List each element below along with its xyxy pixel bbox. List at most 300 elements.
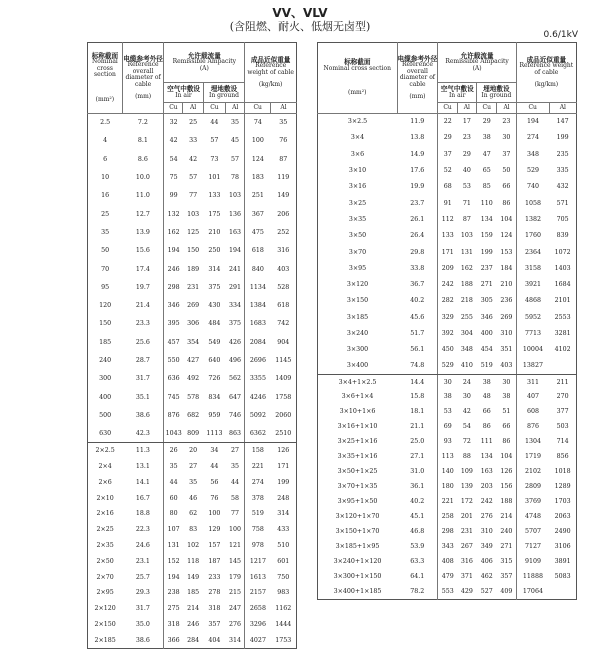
- table-cell: 403: [277, 265, 290, 273]
- table-cell: 110: [480, 199, 493, 207]
- table-cell: 140: [441, 468, 454, 476]
- table-cell: 65: [482, 167, 491, 175]
- table-cell: 11.0: [122, 187, 164, 205]
- table-cell: 80: [169, 510, 178, 518]
- table-row: [88, 474, 297, 490]
- table-cell: 12.7: [122, 205, 164, 223]
- table-row: [318, 260, 577, 276]
- table-cell: 839: [556, 232, 569, 240]
- table-cell: 163: [480, 468, 493, 476]
- table-cell: 30: [497, 374, 516, 389]
- table-cell: 2×4: [98, 463, 112, 471]
- table-cell: 85: [482, 183, 491, 191]
- table-cell: 1043: [165, 429, 182, 437]
- table-cell: 25.0: [397, 434, 438, 449]
- table-cell: 231: [187, 283, 200, 291]
- table-cell: 104: [497, 449, 516, 464]
- table-cell: 3×35: [348, 215, 367, 223]
- table-row: [88, 569, 297, 585]
- table-row: [88, 187, 297, 205]
- table-cell: 2084: [249, 338, 266, 346]
- table-cell: 282: [441, 297, 454, 305]
- table-cell: 267: [460, 543, 473, 551]
- table-cell: 529: [526, 167, 539, 175]
- table-cell: 209: [441, 264, 454, 272]
- table-cell: 36.7: [397, 276, 438, 292]
- table-cell: 3769: [524, 498, 541, 506]
- table-cell: 19.7: [122, 278, 164, 296]
- table-cell: 242: [441, 281, 454, 289]
- table-row: [88, 425, 297, 443]
- table-cell: 194: [526, 118, 539, 126]
- table-cell: 33: [189, 137, 198, 145]
- table-cell: 17.4: [122, 260, 164, 278]
- table-cell: 316: [460, 558, 473, 566]
- table-cell: 131: [460, 248, 473, 256]
- header-in-air: 空气中敷设 In air: [438, 83, 477, 103]
- table-cell: 35.0: [122, 617, 164, 633]
- table-cell: 3158: [524, 264, 541, 272]
- table-row: [88, 278, 297, 296]
- table-row: [88, 553, 297, 569]
- table-cell: 2×6: [98, 478, 112, 486]
- table-cell: 125: [187, 228, 200, 236]
- table-cell: 298: [167, 283, 180, 291]
- table-cell: 750: [277, 573, 290, 581]
- table-cell: 876: [167, 411, 180, 419]
- table-cell: 30: [438, 374, 457, 389]
- table-cell: 375: [226, 315, 245, 333]
- table-cell: 3×300: [346, 346, 369, 354]
- table-cell: 3×10: [348, 167, 367, 175]
- table-row: [318, 509, 577, 524]
- table-cell: 3×6+1×4: [341, 393, 374, 401]
- table-cell: 34: [203, 443, 225, 459]
- table-row: [318, 211, 577, 227]
- table-row: [318, 114, 577, 130]
- table-cell: 2696: [249, 357, 266, 364]
- header-al: Al: [183, 103, 203, 114]
- table-cell: 240: [99, 357, 112, 364]
- table-cell: 136: [226, 205, 245, 223]
- table-cell: 8.1: [122, 132, 164, 150]
- table-cell: 44: [210, 119, 219, 127]
- table-cell: 23.7: [397, 195, 438, 211]
- table-cell: 314: [208, 265, 221, 273]
- table-cell: 74.8: [397, 358, 438, 374]
- header-weight: 成品近似重量 Reference weight of cable (kg/km): [516, 43, 576, 103]
- table-cell: 8.6: [122, 150, 164, 168]
- table-cell: 30: [497, 130, 516, 146]
- table-cell: 48: [482, 393, 491, 401]
- table-cell: 35: [169, 463, 178, 471]
- table-cell: 44: [169, 478, 178, 486]
- table-row: [88, 333, 297, 351]
- table-row: [318, 309, 577, 325]
- table-cell: 171: [441, 248, 454, 256]
- table-cell: 63.3: [397, 554, 438, 569]
- table-cell: 578: [187, 393, 200, 401]
- header-in-ground: 埋地敷设 In ground: [203, 83, 245, 103]
- table-cell: 2060: [275, 411, 292, 419]
- table-row: [88, 370, 297, 388]
- table-row: [318, 434, 577, 449]
- table-cell: 156: [497, 479, 516, 494]
- table-cell: 53: [443, 408, 452, 416]
- table-cell: 528: [277, 283, 290, 291]
- table-cell: 348: [460, 346, 473, 354]
- table-cell: 14.9: [397, 146, 438, 162]
- table-row: [88, 223, 297, 241]
- table-cell: 180: [441, 483, 454, 491]
- table-cell: 26.4: [397, 228, 438, 244]
- table-cell: 3×25: [348, 199, 367, 207]
- table-cell: 2×25: [96, 526, 114, 534]
- table-row: [318, 539, 577, 554]
- table-cell: 714: [556, 438, 569, 446]
- table-cell: 23.3: [122, 315, 164, 333]
- table-row: [88, 168, 297, 186]
- table-cell: 4748: [524, 513, 541, 521]
- table-cell: 14.1: [122, 474, 164, 490]
- table-cell: 126: [271, 443, 297, 459]
- table-cell: 429: [460, 588, 473, 595]
- table-cell: 22.3: [122, 522, 164, 538]
- table-cell: 726: [208, 375, 221, 383]
- table-cell: 3×50+1×25: [337, 468, 378, 476]
- table-row: [318, 195, 577, 211]
- table-cell: 758: [251, 526, 264, 534]
- table-cell: 329: [441, 313, 454, 321]
- table-cell: 640: [208, 357, 221, 364]
- table-cell: 367: [251, 210, 264, 218]
- table-cell: 1289: [554, 483, 571, 491]
- table-cell: 454: [480, 346, 493, 354]
- table-cell: 1162: [275, 605, 292, 613]
- table-cell: 72: [462, 438, 471, 446]
- table-cell: 22: [443, 118, 452, 126]
- table-cell: 1403: [554, 264, 571, 272]
- table-cell: 3×120: [346, 281, 369, 289]
- table-cell: 237: [480, 264, 493, 272]
- table-cell: 233: [208, 573, 221, 581]
- table-cell: 188: [460, 281, 473, 289]
- table-cell: 248: [277, 494, 290, 502]
- table-row: [88, 585, 297, 601]
- table-cell: 23: [497, 114, 516, 130]
- table-cell: 3×6: [350, 150, 365, 158]
- table-cell: 1703: [554, 498, 571, 506]
- table-cell: 162: [460, 264, 473, 272]
- table-cell: 111: [480, 438, 493, 446]
- table-row: [318, 479, 577, 494]
- table-cell: 75: [169, 174, 178, 182]
- table-cell: 54: [462, 423, 471, 431]
- table-cell: 479: [441, 573, 454, 581]
- table-cell: 242: [480, 498, 493, 506]
- table-cell: 30: [462, 393, 471, 401]
- table-cell: 69: [443, 423, 452, 431]
- table-cell: 153: [497, 244, 516, 260]
- table-cell: 52: [443, 167, 452, 175]
- table-cell: 403: [497, 358, 516, 374]
- table-cell: 863: [226, 425, 245, 443]
- header-diameter: 电缆参考外径 Reference overall diameter of cable (mm): [397, 43, 438, 114]
- table-cell: 25: [101, 210, 110, 218]
- table-cell: 17.6: [397, 162, 438, 178]
- table-cell: 3×95+1×50: [337, 498, 378, 506]
- table-cell: 109: [460, 468, 473, 476]
- table-cell: 349: [480, 543, 493, 551]
- table-cell: 38: [477, 374, 497, 389]
- table-cell: 1058: [524, 199, 541, 207]
- table-cell: 2×120: [94, 605, 116, 613]
- table-cell: 1758: [275, 393, 292, 401]
- table-cell: 1613: [249, 573, 266, 581]
- table-cell: 56.1: [397, 342, 438, 358]
- table-row: [318, 494, 577, 509]
- table-row: [318, 524, 577, 539]
- table-cell: 2510: [275, 429, 292, 437]
- table-cell: 29.3: [122, 585, 164, 601]
- table-cell: 131: [167, 542, 180, 550]
- table-row: [88, 538, 297, 554]
- table-cell: 291: [226, 278, 245, 296]
- table-cell: 231: [460, 528, 473, 536]
- table-cell: 318: [167, 621, 180, 628]
- table-cell: 104: [497, 211, 516, 227]
- table-cell: 35: [101, 228, 110, 236]
- table-cell: 346: [480, 313, 493, 321]
- table-cell: 306: [187, 320, 200, 328]
- table-row: [318, 162, 577, 178]
- header-cu: Cu: [477, 103, 497, 114]
- table-cell: 95: [101, 283, 110, 291]
- table-cell: 1753: [275, 636, 292, 644]
- table-cell: 2809: [524, 483, 541, 491]
- table-cell: 27.1: [397, 449, 438, 464]
- table-cell: 51: [497, 404, 516, 419]
- table-row: [318, 293, 577, 309]
- table-cell: 3×25+1×16: [337, 438, 378, 446]
- table-cell: 163: [226, 223, 245, 241]
- table-cell: 25.6: [122, 333, 164, 351]
- table-cell: 203: [480, 483, 493, 491]
- table-cell: 2×185: [94, 636, 116, 644]
- table-cell: 103: [187, 210, 200, 218]
- table-cell: 46: [189, 494, 198, 502]
- table-cell: 246: [187, 621, 200, 628]
- table-cell: 25.7: [122, 569, 164, 585]
- table-cell: 221: [251, 463, 264, 471]
- table-cell: 57: [189, 174, 198, 182]
- table-cell: 210: [208, 228, 221, 236]
- table-row: [88, 351, 297, 369]
- table-cell: 113: [441, 453, 454, 461]
- header-al: Al: [497, 103, 516, 114]
- table-cell: 47: [482, 150, 491, 158]
- table-cell: 357: [208, 621, 221, 628]
- table-cell: 184: [497, 260, 516, 276]
- table-row: [318, 146, 577, 162]
- table-cell: 38: [443, 393, 452, 401]
- header-al: Al: [271, 103, 297, 114]
- table-cell: 35: [189, 478, 198, 486]
- table-cell: 88: [462, 453, 471, 461]
- table-row: [88, 522, 297, 538]
- table-cell: 99: [169, 192, 178, 200]
- table-cell: 44: [210, 463, 219, 471]
- table-cell: 408: [441, 558, 454, 566]
- table-cell: 31.7: [122, 601, 164, 617]
- page-title: VV、VLV: [272, 6, 328, 20]
- header-ampacity: 允许载流量 Remissible Ampacity (A): [438, 43, 516, 83]
- table-cell: 3×400+1×185: [333, 588, 382, 595]
- table-cell: 271: [480, 281, 493, 289]
- table-cell: 4027: [249, 636, 266, 644]
- table-cell: 64.1: [397, 569, 438, 584]
- table-cell: 77: [226, 506, 245, 522]
- table-cell: 157: [208, 542, 221, 550]
- table-cell: 3×70+1×35: [337, 483, 378, 491]
- table-cell: 93: [443, 438, 452, 446]
- table-cell: 152: [167, 557, 180, 565]
- table-cell: 274: [526, 134, 539, 142]
- header-cross-section: 标称截面 Nominal cross section (mm²): [88, 43, 123, 114]
- table-cell: 15.8: [397, 389, 438, 404]
- table-cell: 206: [277, 210, 290, 218]
- right-cable-table: [317, 42, 577, 600]
- table-cell: 269: [187, 302, 200, 310]
- table-cell: 112: [441, 215, 454, 223]
- table-cell: 3355: [249, 375, 266, 383]
- table-cell: 3×240: [346, 330, 369, 337]
- table-cell: 809: [187, 429, 200, 437]
- table-cell: 562: [226, 370, 245, 388]
- table-cell: 107: [167, 526, 180, 534]
- table-cell: 2×16: [96, 510, 114, 518]
- table-cell: 17: [462, 118, 471, 126]
- table-row: [88, 506, 297, 522]
- table-cell: 647: [226, 388, 245, 406]
- table-cell: 42.3: [122, 425, 164, 443]
- table-row: [88, 617, 297, 633]
- table-cell: 4: [103, 137, 108, 145]
- table-cell: 214: [187, 605, 200, 613]
- table-cell: 1444: [275, 621, 292, 628]
- table-cell: 149: [187, 573, 200, 581]
- header-cu: Cu: [438, 103, 457, 114]
- table-row: [318, 569, 577, 584]
- table-cell: 395: [167, 320, 180, 328]
- table-cell: 314: [277, 510, 290, 518]
- table-cell: 13.9: [122, 223, 164, 241]
- table-cell: 432: [556, 183, 569, 191]
- table-cell: 37: [443, 150, 452, 158]
- table-cell: 50: [101, 247, 110, 255]
- table-cell: 284: [187, 636, 200, 644]
- table-cell: 3×4: [350, 134, 365, 142]
- table-cell: 2×70: [96, 573, 114, 581]
- header-cu: Cu: [203, 103, 225, 114]
- table-cell: 392: [441, 330, 454, 337]
- table-cell: 3106: [554, 543, 571, 551]
- table-cell: 3×50: [348, 232, 367, 240]
- table-cell: 250: [208, 247, 221, 255]
- table-cell: 86: [482, 423, 491, 431]
- table-cell: 276: [480, 513, 493, 521]
- table-cell: 129: [208, 526, 221, 534]
- table-cell: 304: [460, 330, 473, 337]
- table-cell: 3×185+1×95: [335, 543, 380, 551]
- table-cell: 1683: [249, 320, 266, 328]
- table-cell: 2063: [554, 513, 571, 521]
- table-cell: 246: [167, 265, 180, 273]
- table-cell: 378: [251, 494, 264, 502]
- table-cell: 10.0: [122, 168, 164, 186]
- table-cell: 13827: [522, 362, 543, 370]
- table-cell: 1382: [524, 215, 541, 223]
- table-cell: 978: [251, 542, 264, 550]
- table-cell: 86: [497, 195, 516, 211]
- table-cell: 630: [99, 429, 112, 437]
- table-cell: 510: [277, 542, 290, 550]
- table-cell: 1018: [554, 468, 571, 476]
- table-cell: 1134: [249, 283, 266, 291]
- table-cell: 3×10+1×6: [339, 408, 376, 416]
- header-cu: Cu: [516, 103, 549, 114]
- table-cell: 3×2.5: [347, 118, 368, 126]
- table-cell: 400: [480, 330, 493, 337]
- table-cell: 241: [226, 260, 245, 278]
- table-cell: 3×16+1×10: [337, 423, 378, 431]
- table-cell: 16: [101, 192, 110, 200]
- table-cell: 199: [277, 478, 290, 486]
- table-cell: 240: [497, 524, 516, 539]
- table-cell: 189: [187, 265, 200, 273]
- table-row: [88, 296, 297, 314]
- table-cell: 571: [556, 199, 569, 207]
- table-cell: 42: [169, 137, 178, 145]
- table-cell: 27: [226, 443, 245, 459]
- table-cell: 36.1: [397, 479, 438, 494]
- table-cell: 38.6: [122, 406, 164, 424]
- table-cell: 366: [167, 636, 180, 644]
- table-cell: 2490: [554, 528, 571, 536]
- table-cell: 351: [497, 342, 516, 358]
- table-cell: 2×50: [96, 557, 114, 565]
- table-row: [88, 205, 297, 223]
- table-cell: 1304: [524, 438, 541, 446]
- table-cell: 406: [480, 558, 493, 566]
- table-cell: 23.1: [122, 553, 164, 569]
- table-cell: 2101: [554, 297, 571, 305]
- table-cell: 35.1: [122, 388, 164, 406]
- table-cell: 354: [187, 338, 200, 346]
- table-cell: 7713: [524, 330, 541, 337]
- table-cell: 16.7: [122, 490, 164, 506]
- table-cell: 83: [189, 526, 198, 534]
- header-in-ground: 埋地敷设 In ground: [477, 83, 517, 103]
- table-cell: 150: [187, 247, 200, 255]
- table-cell: 9109: [524, 558, 541, 566]
- table-cell: 433: [277, 526, 290, 534]
- table-cell: 101: [208, 174, 221, 182]
- table-cell: 1760: [524, 232, 541, 240]
- table-cell: 13.8: [397, 130, 438, 146]
- table-cell: 2×95: [96, 589, 114, 597]
- table-cell: 40.2: [397, 494, 438, 509]
